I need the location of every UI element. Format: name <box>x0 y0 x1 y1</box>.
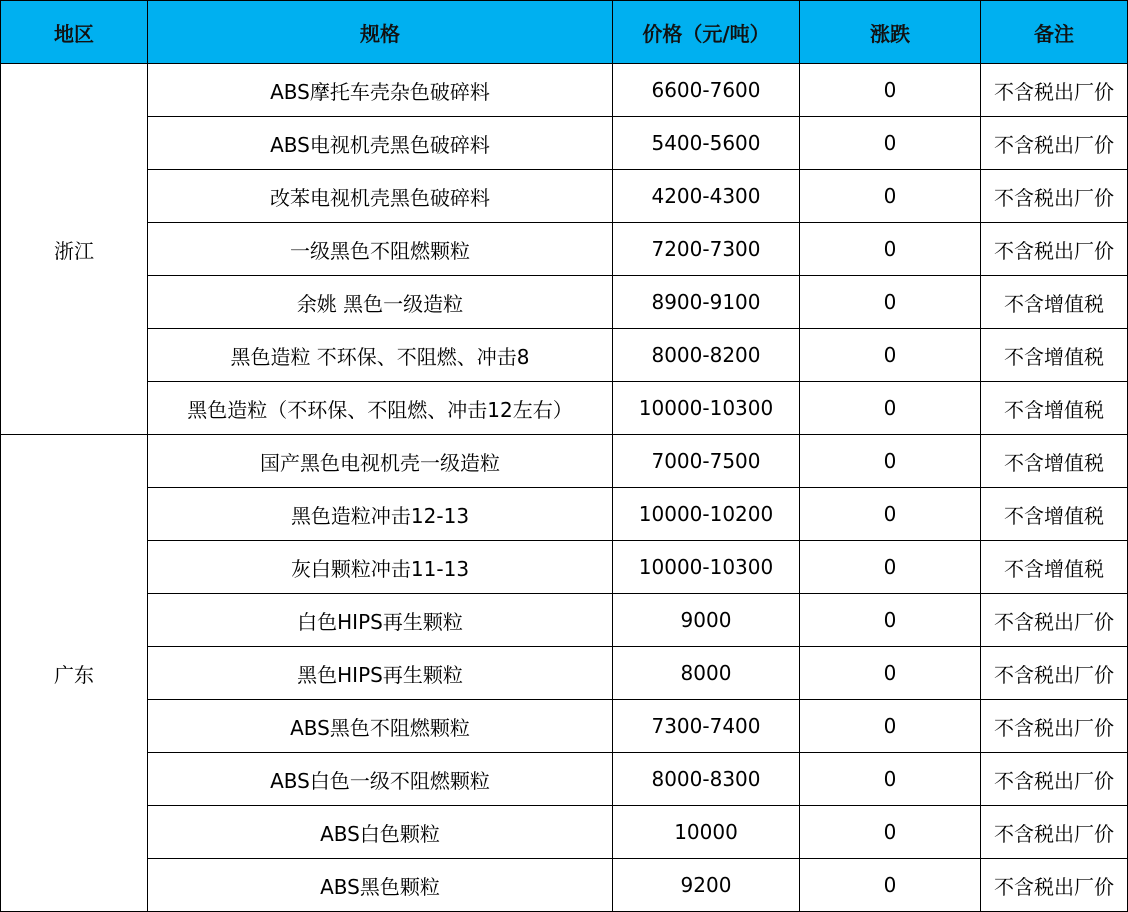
change-cell: 0 <box>800 859 981 912</box>
note-cell: 不含税出厂价 <box>981 223 1128 276</box>
table-row <box>1 806 1128 859</box>
table-row <box>1 647 1128 700</box>
note-cell: 不含税出厂价 <box>981 170 1128 223</box>
price-cell: 8000-8200 <box>613 329 800 382</box>
column-header-change: 涨跌 <box>800 1 981 64</box>
column-header-region: 地区 <box>1 1 148 64</box>
change-cell: 0 <box>800 170 981 223</box>
table-row <box>1 753 1128 806</box>
price-cell: 9000 <box>613 594 800 647</box>
region-cell-zhejiang: 浙江 <box>1 64 148 435</box>
price-cell: 7000-7500 <box>613 435 800 488</box>
column-header-price: 价格（元/吨） <box>613 1 800 64</box>
change-cell: 0 <box>800 594 981 647</box>
spec-cell: 改苯电视机壳黑色破碎料 <box>148 170 613 223</box>
spec-cell: ABS白色颗粒 <box>148 806 613 859</box>
change-cell: 0 <box>800 541 981 594</box>
note-cell: 不含税出厂价 <box>981 647 1128 700</box>
change-cell: 0 <box>800 276 981 329</box>
price-cell: 8000-8300 <box>613 753 800 806</box>
price-cell: 10000 <box>613 806 800 859</box>
price-cell: 4200-4300 <box>613 170 800 223</box>
note-cell: 不含税出厂价 <box>981 859 1128 912</box>
note-cell: 不含税出厂价 <box>981 753 1128 806</box>
change-cell: 0 <box>800 117 981 170</box>
change-cell: 0 <box>800 223 981 276</box>
note-cell: 不含税出厂价 <box>981 806 1128 859</box>
price-cell: 5400-5600 <box>613 117 800 170</box>
change-cell: 0 <box>800 329 981 382</box>
note-cell: 不含增值税 <box>981 276 1128 329</box>
table-body <box>1 64 1128 912</box>
spec-cell: 国产黑色电视机壳一级造粒 <box>148 435 613 488</box>
table-row <box>1 170 1128 223</box>
price-cell: 9200 <box>613 859 800 912</box>
note-cell: 不含增值税 <box>981 329 1128 382</box>
change-cell: 0 <box>800 488 981 541</box>
table-row <box>1 541 1128 594</box>
spec-cell: 一级黑色不阻燃颗粒 <box>148 223 613 276</box>
note-cell: 不含增值税 <box>981 488 1128 541</box>
spec-cell: 灰白颗粒冲击11-13 <box>148 541 613 594</box>
table-row <box>1 594 1128 647</box>
note-cell: 不含增值税 <box>981 382 1128 435</box>
spec-cell: ABS白色一级不阻燃颗粒 <box>148 753 613 806</box>
table-row <box>1 329 1128 382</box>
price-cell: 8000 <box>613 647 800 700</box>
note-cell: 不含增值税 <box>981 435 1128 488</box>
table-row <box>1 276 1128 329</box>
spec-cell: ABS黑色颗粒 <box>148 859 613 912</box>
table-row <box>1 117 1128 170</box>
note-cell: 不含税出厂价 <box>981 117 1128 170</box>
table-row <box>1 700 1128 753</box>
price-cell: 6600-7600 <box>613 64 800 117</box>
spec-cell: 黑色造粒（不环保、不阻燃、冲击12左右） <box>148 382 613 435</box>
table-row <box>1 435 1128 488</box>
spec-cell: ABS摩托车壳杂色破碎料 <box>148 64 613 117</box>
spec-cell: ABS电视机壳黑色破碎料 <box>148 117 613 170</box>
table-row <box>1 64 1128 117</box>
spec-cell: 黑色造粒冲击12-13 <box>148 488 613 541</box>
change-cell: 0 <box>800 382 981 435</box>
spec-cell: 白色HIPS再生颗粒 <box>148 594 613 647</box>
note-cell: 不含税出厂价 <box>981 700 1128 753</box>
spec-cell: ABS黑色不阻燃颗粒 <box>148 700 613 753</box>
price-cell: 7200-7300 <box>613 223 800 276</box>
change-cell: 0 <box>800 64 981 117</box>
price-cell: 7300-7400 <box>613 700 800 753</box>
spec-cell: 余姚 黑色一级造粒 <box>148 276 613 329</box>
price-cell: 10000-10300 <box>613 382 800 435</box>
price-cell: 10000-10200 <box>613 488 800 541</box>
price-cell: 8900-9100 <box>613 276 800 329</box>
column-header-note: 备注 <box>981 1 1128 64</box>
change-cell: 0 <box>800 435 981 488</box>
table-row <box>1 382 1128 435</box>
change-cell: 0 <box>800 647 981 700</box>
note-cell: 不含增值税 <box>981 541 1128 594</box>
change-cell: 0 <box>800 700 981 753</box>
note-cell: 不含税出厂价 <box>981 594 1128 647</box>
change-cell: 0 <box>800 753 981 806</box>
column-header-spec: 规格 <box>148 1 613 64</box>
header-row <box>1 1 1128 64</box>
table-row <box>1 223 1128 276</box>
table-row <box>1 488 1128 541</box>
note-cell: 不含税出厂价 <box>981 64 1128 117</box>
table-row <box>1 859 1128 912</box>
spec-cell: 黑色造粒 不环保、不阻燃、冲击8 <box>148 329 613 382</box>
price-cell: 10000-10300 <box>613 541 800 594</box>
change-cell: 0 <box>800 806 981 859</box>
region-cell-guangdong: 广东 <box>1 435 148 912</box>
table-header <box>1 1 1128 64</box>
spec-cell: 黑色HIPS再生颗粒 <box>148 647 613 700</box>
